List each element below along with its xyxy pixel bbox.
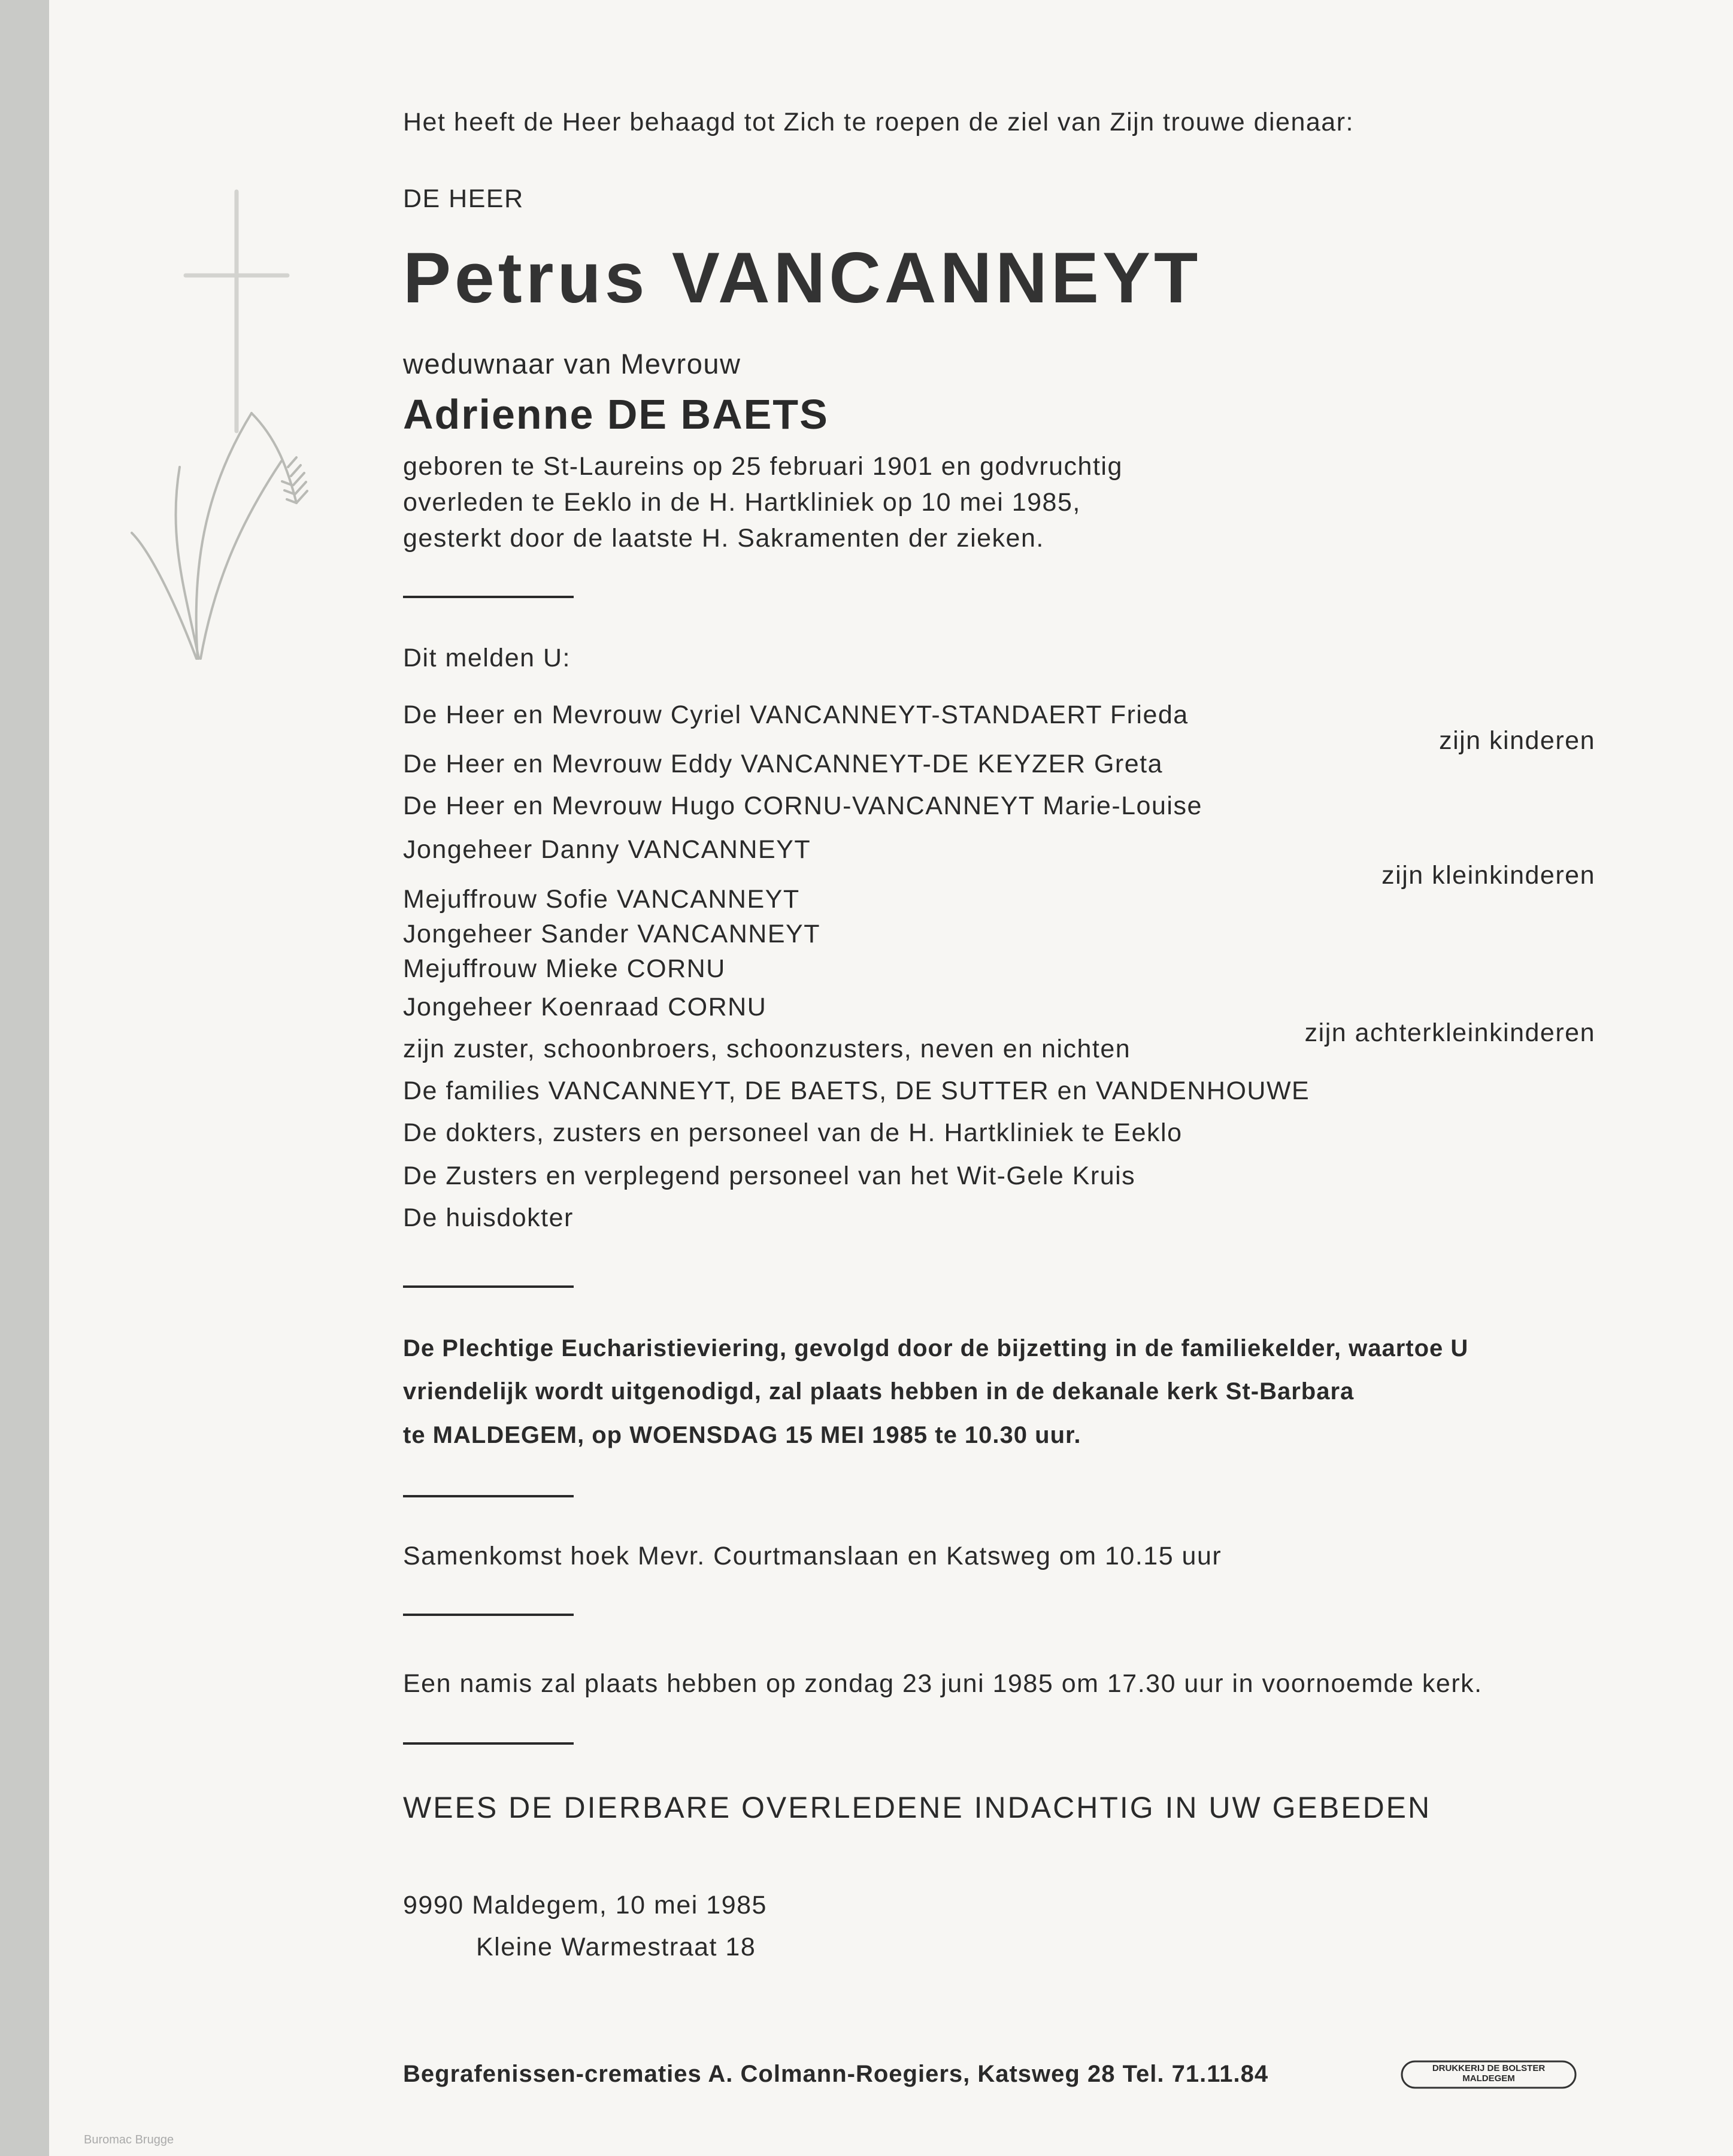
relation-grandchildren: zijn kleinkinderen bbox=[1381, 861, 1595, 890]
deceased-name: Petrus VANCANNEYT bbox=[403, 238, 1202, 318]
family-line: Jongeheer Koenraad CORNU bbox=[403, 993, 767, 1021]
ceremony-line: te MALDEGEM, op WOENSDAG 15 MEI 1985 te 10.30 uur. bbox=[403, 1422, 1081, 1448]
stamp-line: MALDEGEM bbox=[1462, 2073, 1515, 2084]
announce-label: Dit melden U: bbox=[403, 644, 571, 672]
divider bbox=[403, 1495, 574, 1497]
stamp-line: DRUKKERIJ DE BOLSTER bbox=[1432, 2063, 1546, 2073]
scan-edge bbox=[0, 0, 49, 2156]
undertaker-text: Begrafenissen-crematies A. Colmann-Roegiers, Katsweg 28 Tel. 71.11.84 bbox=[403, 2061, 1269, 2087]
family-line: De Heer en Mevrouw Hugo CORNU-VANCANNEYT Marie-Louise bbox=[403, 792, 1202, 820]
family-line: Jongeheer Danny VANCANNEYT bbox=[403, 835, 811, 864]
divider bbox=[403, 596, 574, 598]
spouse-name: Adrienne DE BAETS bbox=[403, 391, 829, 438]
cross-wheat-icon bbox=[126, 180, 341, 671]
ceremony-line: vriendelijk wordt uitgenodigd, zal plaats hebben in de dekanale kerk St-Barbara bbox=[403, 1378, 1355, 1405]
family-line: De families VANCANNEYT, DE BAETS, DE SUTTER en VANDENHOUWE bbox=[403, 1077, 1310, 1105]
prayer-text: WEES DE DIERBARE OVERLEDENE INDACHTIG IN UW GEBEDEN bbox=[403, 1791, 1432, 1824]
intro-text: Het heeft de Heer behaagd tot Zich te roepen de ziel van Zijn trouwe dienaar: bbox=[403, 108, 1354, 137]
remembrance-text: Een namis zal plaats hebben op zondag 23 juni 1985 om 17.30 uur in voornoemde kerk. bbox=[403, 1669, 1483, 1698]
relation-great-grandchildren: zijn achterkleinkinderen bbox=[1304, 1018, 1595, 1047]
ceremony-line: De Plechtige Eucharistieviering, gevolgd door de bijzetting in de familiekelder, waartoe U bbox=[403, 1335, 1469, 1361]
family-line: zijn zuster, schoonbroers, schoonzusters, neven en nichten bbox=[403, 1035, 1131, 1063]
relation-children: zijn kinderen bbox=[1439, 726, 1595, 755]
family-line: Mejuffrouw Mieke CORNU bbox=[403, 954, 726, 983]
family-line: De Heer en Mevrouw Eddy VANCANNEYT-DE KEYZER Greta bbox=[403, 750, 1164, 778]
widower-line: weduwnaar van Mevrouw bbox=[403, 348, 741, 380]
imprint-text: Buromac Brugge bbox=[84, 2133, 174, 2146]
family-line: De Heer en Mevrouw Cyriel VANCANNEYT-STANDAERT Frieda bbox=[403, 701, 1189, 729]
family-line: Mejuffrouw Sofie VANCANNEYT bbox=[403, 885, 800, 914]
gathering-text: Samenkomst hoek Mevr. Courtmanslaan en Katsweg om 10.15 uur bbox=[403, 1542, 1222, 1570]
divider bbox=[403, 1742, 574, 1745]
family-line: De Zusters en verplegend personeel van het Wit-Gele Kruis bbox=[403, 1162, 1136, 1190]
family-line: Jongeheer Sander VANCANNEYT bbox=[403, 920, 820, 948]
address-street: Kleine Warmestraat 18 bbox=[476, 1933, 756, 1961]
address-date: 9990 Maldegem, 10 mei 1985 bbox=[403, 1891, 767, 1920]
family-line: De huisdokter bbox=[403, 1203, 574, 1232]
printer-stamp bbox=[1400, 2060, 1577, 2090]
family-line: De dokters, zusters en personeel van de H. Hartkliniek te Eeklo bbox=[403, 1118, 1183, 1147]
bio-line: gesterkt door de laatste H. Sakramenten der zieken. bbox=[403, 524, 1044, 553]
bio-line: geboren te St-Laureins op 25 februari 1901 en godvruchtig bbox=[403, 452, 1123, 481]
divider bbox=[403, 1285, 574, 1288]
bio-line: overleden te Eeklo in de H. Hartkliniek op 10 mei 1985, bbox=[403, 488, 1081, 517]
divider bbox=[403, 1614, 574, 1616]
title-prefix: DE HEER bbox=[403, 184, 524, 213]
